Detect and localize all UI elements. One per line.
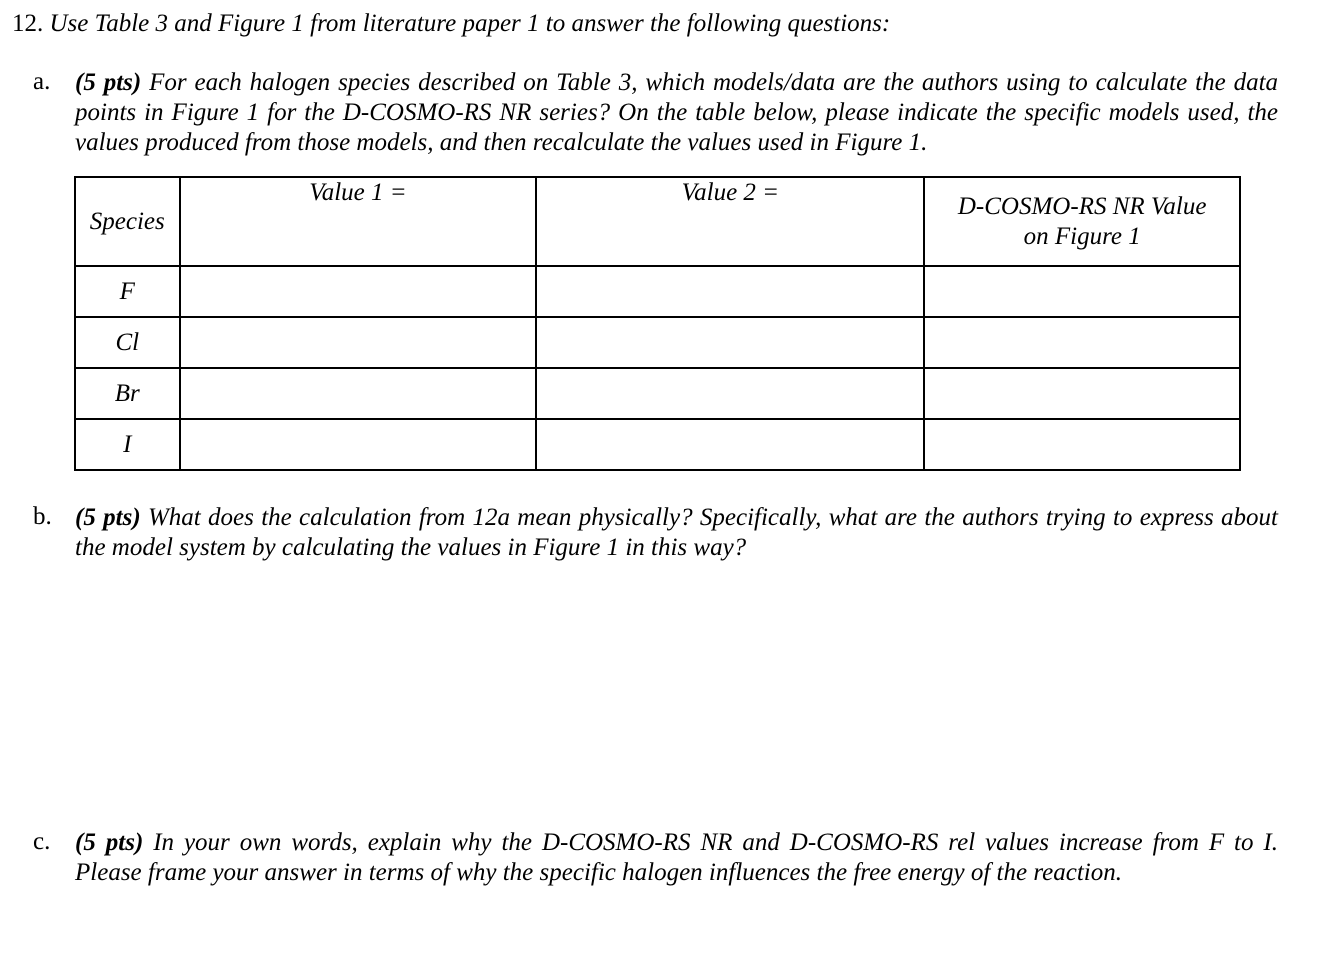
part-b-letter: b.	[33, 503, 52, 530]
part-c-points: (5 pts)	[75, 829, 144, 856]
nr-value-cell[interactable]	[924, 368, 1240, 419]
part-c-body	[75, 828, 1278, 888]
value2-cell[interactable]	[536, 368, 924, 419]
part-c-text: In your own words, explain why the D-COSMO-RS NR and D-COSMO-RS rel values increase from F to I. Please frame your answer in terms of why the specific halogen influences the free energy of the reaction.	[75, 829, 1278, 886]
header-species: Species	[75, 177, 180, 266]
header-value-1[interactable]	[180, 177, 537, 266]
part-a	[33, 68, 1278, 164]
part-a-letter: a.	[33, 68, 51, 95]
header-nr-line1: D-COSMO-RS NR Value	[957, 192, 1207, 220]
nr-value-cell[interactable]	[924, 419, 1240, 470]
part-b-points: (5 pts)	[75, 504, 141, 531]
nr-value-cell[interactable]	[924, 266, 1240, 317]
value1-cell[interactable]	[180, 368, 537, 419]
value2-cell[interactable]	[536, 317, 924, 368]
part-c	[33, 828, 1278, 894]
table-row	[75, 419, 1240, 470]
part-a-text: For each halogen species described on Table 3, which models/data are the authors using to calculate the data points in Figure 1 for the D-COSMO-RS NR series? On the table below, please indicate the specific models used, the values produced from those models, and then recalculate the values used in Figure 1.	[75, 69, 1279, 156]
header-value-2-label: Value 2 =	[681, 179, 780, 206]
value1-cell[interactable]	[180, 266, 537, 317]
part-b	[33, 503, 1278, 569]
part-b-body	[75, 503, 1278, 563]
header-value-1-label: Value 1 =	[309, 179, 407, 206]
species-cell: Cl	[75, 317, 180, 368]
part-a-points: (5 pts)	[75, 69, 142, 96]
species-cell: F	[75, 266, 180, 317]
value1-cell[interactable]	[180, 317, 537, 368]
table-row	[75, 368, 1240, 419]
value2-cell[interactable]	[536, 419, 924, 470]
value1-cell[interactable]	[180, 419, 537, 470]
value2-cell[interactable]	[536, 266, 924, 317]
part-c-letter: c.	[33, 828, 51, 855]
table-row	[75, 317, 1240, 368]
table-header-row	[75, 177, 1240, 266]
header-value-2[interactable]	[536, 177, 924, 266]
question-text: Use Table 3 and Figure 1 from literature paper 1 to answer the following questions:	[49, 10, 891, 37]
header-nr-line2: on Figure 1	[1023, 222, 1141, 250]
species-cell: Br	[75, 368, 180, 419]
header-nr-value	[924, 177, 1240, 266]
answer-table	[74, 176, 1241, 471]
question-number: 12.	[12, 10, 44, 37]
part-b-text: What does the calculation from 12a mean physically? Specifically, what are the authors trying to express about the model system by calculating the values in Figure 1 in this way?	[75, 504, 1279, 561]
nr-value-cell[interactable]	[924, 317, 1240, 368]
part-a-body	[75, 68, 1278, 158]
species-cell: I	[75, 419, 180, 470]
question-title	[12, 8, 890, 40]
table-row	[75, 266, 1240, 317]
